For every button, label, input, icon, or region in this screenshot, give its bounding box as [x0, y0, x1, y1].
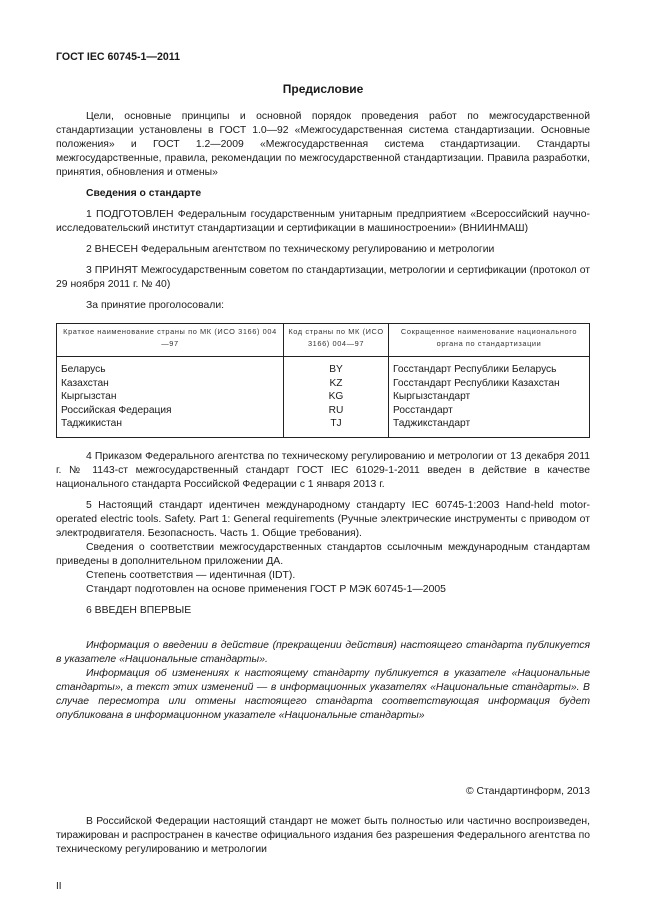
country-cell: Беларусь — [57, 357, 284, 377]
table-row — [57, 377, 590, 391]
body-cell: Госстандарт Республики Беларусь — [389, 357, 590, 377]
column-header-code: Код страны по МК (ИСО 3166) 004—97 — [284, 324, 389, 357]
item-6: 6 ВВЕДЕН ВПЕРВЫЕ — [86, 604, 192, 616]
code-cell: KG — [284, 390, 389, 404]
body-cell: Таджикстандарт — [389, 417, 590, 437]
table-header-row — [57, 324, 590, 357]
page-number: II — [56, 881, 62, 892]
info-heading: Сведения о стандарте — [86, 188, 202, 199]
country-cell: Таджикистан — [57, 417, 284, 437]
item-3: 3 ПРИНЯТ Межгосударственным советом по стандартизации, метрологии и сертификации (протокол от 29 ноября 2011 г. № 40) — [56, 265, 590, 290]
country-cell: Кыргызстан — [57, 390, 284, 404]
intro-paragraph: Цели, основные принципы и основной порядок проведения работ по межгосударственной стандартизации установлены в ГОСТ 1.0—92 «Межгосударственная система стандартизации. Основные положения» и ГОСТ 1.2—2009 «Межгосударственная система стандартизации. Стандарты межгосударственные, правила, рекомендации по межгосударственной стандартизации. Правила разработки, принятия, обновления и отмены» — [56, 111, 590, 178]
item-2: 2 ВНЕСЕН Федеральным агентством по техническому регулированию и метрологии — [86, 244, 495, 255]
country-cell: Казахстан — [57, 377, 284, 391]
code-cell: KZ — [284, 377, 389, 391]
document-header: ГОСТ IEC 60745-1—2011 — [56, 51, 180, 63]
foreword-content — [56, 110, 590, 857]
column-header-country: Краткое наименование страны по МК (ИСО 3166) 004—97 — [57, 324, 284, 357]
body-cell: Росстандарт — [389, 404, 590, 418]
item-4: 4 Приказом Федерального агентства по техническому регулированию и метрологии от 13 декабря 2011 г. № 1143-ст межгосударственный стандарт ГОСТ IEC 61029-1-2011 введен в действие в качестве национального стандарта Российской Федерации с 1 января 2013 г. — [56, 450, 590, 490]
body-cell: Госстандарт Республики Казахстан — [389, 377, 590, 391]
page-title: Предисловие — [282, 82, 364, 96]
copyright-line: © Стандартинформ, 2013 — [465, 785, 590, 797]
code-cell: RU — [284, 404, 389, 418]
vote-label: За принятие проголосовали: — [86, 300, 225, 311]
countries-table — [56, 323, 590, 438]
rights-notice: В Российской Федерации настоящий стандарт не может быть полностью или частично воспроизведен, тиражирован и распространен в качестве официального издания без разрешения Федерального агентства по техническому регулированию и метрологии — [56, 815, 590, 855]
code-cell: BY — [284, 357, 389, 377]
table-row — [57, 357, 590, 377]
table-row — [57, 390, 590, 404]
country-cell: Российская Федерация — [57, 404, 284, 418]
item-5-degree: Степень соответствия — идентичная (IDT). — [86, 569, 296, 581]
table-row — [57, 417, 590, 437]
notice-introduction: Информация о введении в действие (прекращении действия) настоящего стандарта публикуется в указателе «Национальные стандарты». — [56, 639, 590, 665]
item-5: 5 Настоящий стандарт идентичен международному стандарту IEC 60745-1:2003 Hand-held motor-operated electric tools. Safety. Part 1: General requirements (Ручные электрические инструменты с приводом от электродвигателя. Безопасность. Часть 1. Общие требования). — [56, 499, 590, 539]
table-row — [57, 404, 590, 418]
code-cell: TJ — [284, 417, 389, 437]
notice-changes: Информация об изменениях к настоящему стандарту публикуется в указателе «Национальные стандарты», а текст этих изменений — в информационных указателях «Национальные стандарты». В случае пересмотра или отмены настоящего стандарта соответствующая информация будет опубликована в информационном указателе «Национальные стандарты» — [56, 667, 590, 721]
item-1: 1 ПОДГОТОВЛЕН Федеральным государственным унитарным предприятием «Всероссийский научно-исследовательский институт стандартизации и сертификации в машиностроении» (ВНИИНМАШ) — [56, 209, 590, 234]
column-header-body: Сокращенное наименование национального органа по стандартизации — [389, 324, 590, 357]
item-5-basis: Стандарт подготовлен на основе применения ГОСТ Р МЭК 60745-1—2005 — [86, 583, 446, 595]
body-cell: Кыргызстандарт — [389, 390, 590, 404]
item-5-annex: Сведения о соответствии межгосударственных стандартов ссылочным международным стандартам приведены в дополнительном приложении ДА. — [56, 541, 590, 567]
